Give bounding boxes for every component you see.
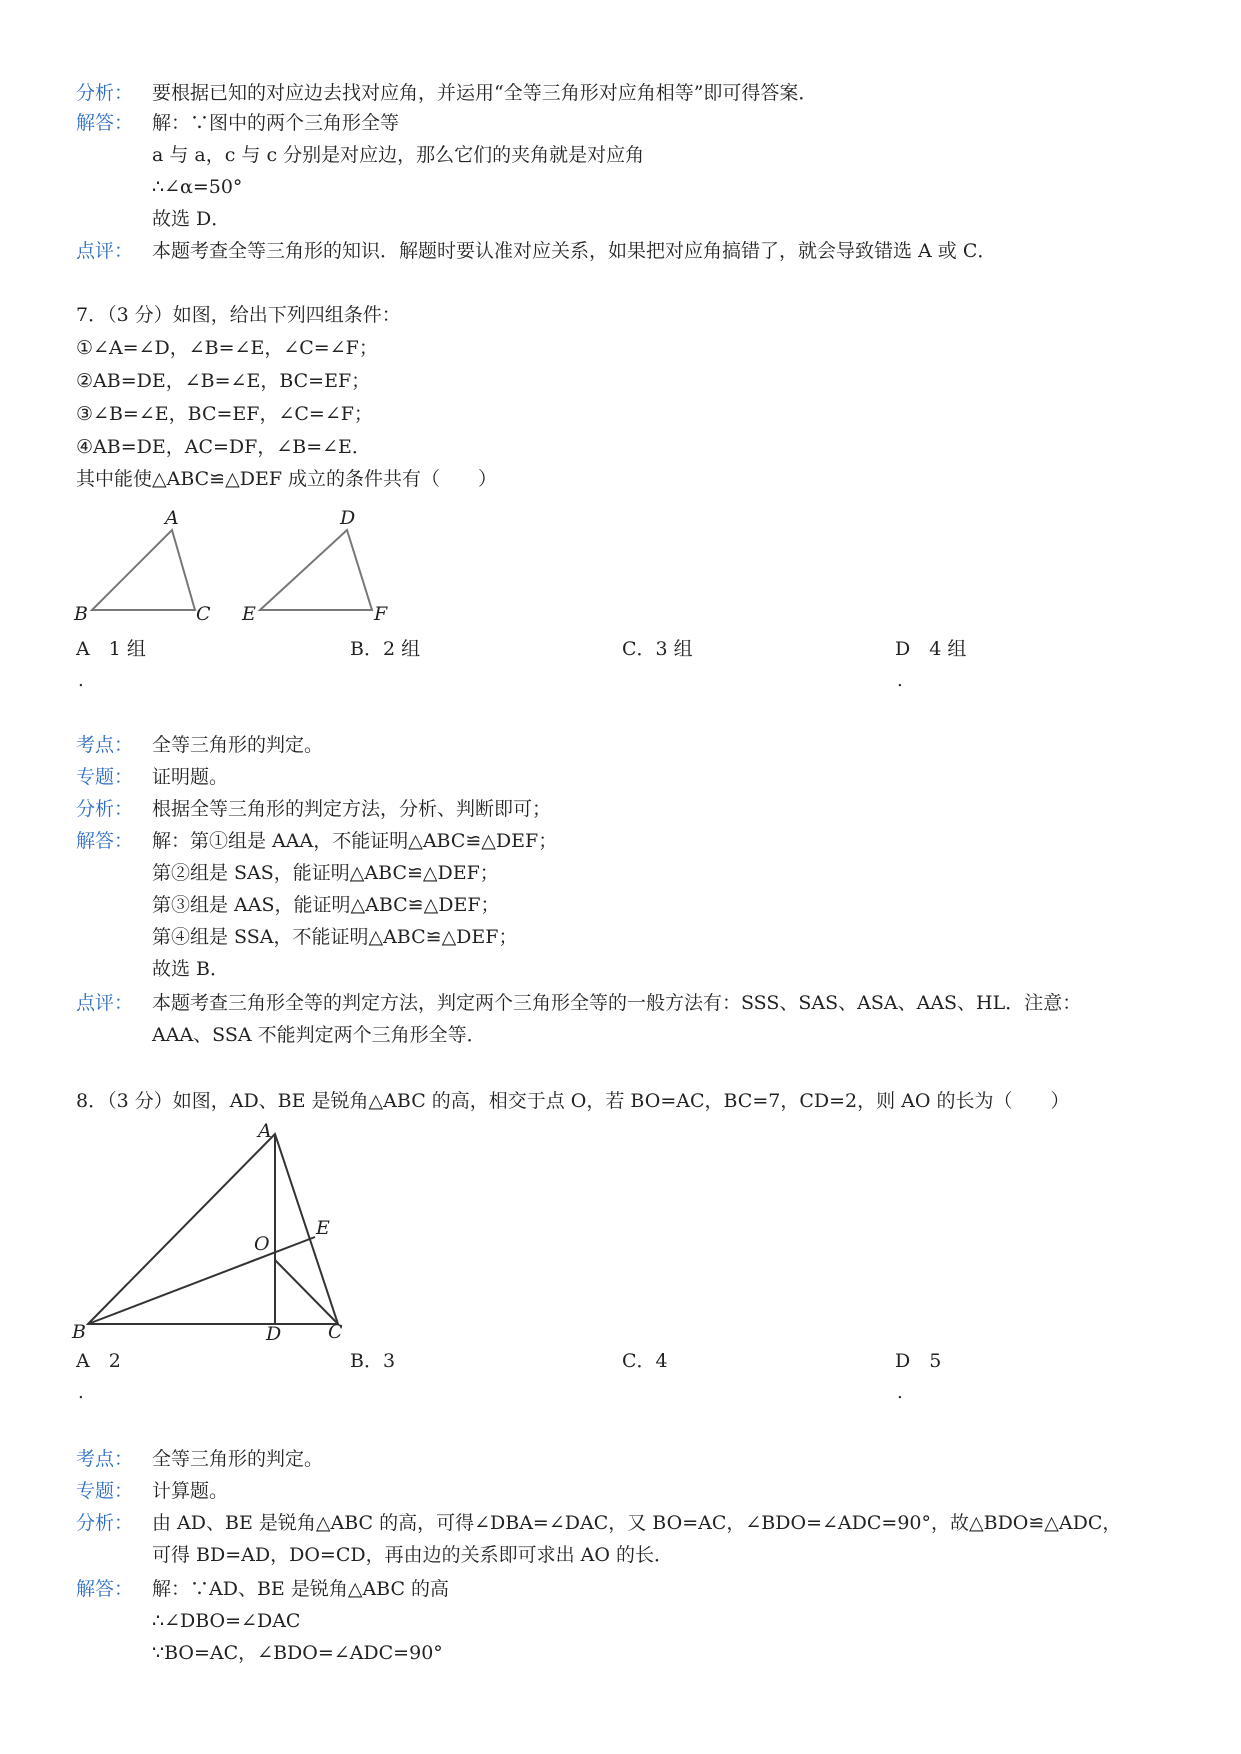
- option-a[interactable]: A 2: [76, 1350, 121, 1372]
- label-f: F: [374, 603, 388, 622]
- q7-options-dot-row: [0, 666, 1241, 696]
- answer-line: 解：第①组是 AAA，不能证明△ABC≌△DEF；: [152, 830, 558, 852]
- label-d: D: [266, 1323, 282, 1342]
- option-d-dot: .: [897, 1382, 903, 1403]
- option-c[interactable]: C．3 组: [622, 638, 693, 660]
- option-d[interactable]: D 5: [895, 1350, 942, 1372]
- zhuanti-text: 证明题。: [152, 766, 229, 788]
- label-c: C: [196, 603, 211, 622]
- q8-options-dot-row: [0, 1378, 1241, 1408]
- option-a-dot: .: [78, 1382, 84, 1403]
- answer-line: 第④组是 SSA，不能证明△ABC≌△DEF；: [152, 926, 518, 948]
- zhuanti-label: 专题：: [76, 766, 134, 788]
- answer-label: 解答：: [76, 112, 134, 134]
- answer-line: 第②组是 SAS，能证明△ABC≌△DEF；: [152, 862, 499, 884]
- label-a: A: [165, 507, 179, 529]
- comment-line: 本题考查三角形全等的判定方法，判定两个三角形全等的一般方法有：SSS、SAS、ASA、AAS、HL．注意：: [152, 992, 1082, 1014]
- kaodian-label: 考点：: [76, 734, 134, 756]
- comment-label: 点评：: [76, 240, 134, 262]
- analysis-line: 由 AD、BE 是锐角△ABC 的高，可得∠DBA=∠DAC，又 BO=AC，∠BDO=∠ADC=90°，故△BDO≌△ADC，: [152, 1512, 1122, 1534]
- q8-figure-triangle: [70, 1122, 370, 1342]
- analysis-label: 分析：: [76, 82, 134, 104]
- analysis-text: 要根据已知的对应边去找对应角，并运用“全等三角形对应角相等”即可得答案．: [152, 82, 818, 104]
- q8-options-row: [0, 1346, 1241, 1376]
- answer-line: ∵BO=AC，∠BDO=∠ADC=90°: [152, 1642, 443, 1664]
- triangle-def: [260, 530, 372, 610]
- q7-figure-triangles: [70, 502, 410, 622]
- triangle-abc-heights: [88, 1134, 338, 1324]
- answer-line: 解：∵AD、BE 是锐角△ABC 的高: [152, 1578, 450, 1600]
- kaodian-text: 全等三角形的判定。: [152, 1448, 324, 1470]
- label-e: E: [242, 603, 256, 622]
- question-text: 其中能使△ABC≌△DEF 成立的条件共有（ ）: [76, 468, 498, 490]
- label-a: A: [258, 1122, 272, 1142]
- answer-line: a 与 a，c 与 c 分别是对应边，那么它们的夹角就是对应角: [152, 144, 645, 166]
- label-c: C: [328, 1321, 343, 1342]
- answer-label: 解答：: [76, 830, 134, 852]
- option-a[interactable]: A 1 组: [76, 638, 146, 660]
- label-o: O: [254, 1233, 270, 1255]
- kaodian-text: 全等三角形的判定。: [152, 734, 324, 756]
- analysis-line: 可得 BD=AD，DO=CD，再由边的关系即可求出 AO 的长．: [152, 1544, 673, 1566]
- answer-line: ∴∠DBO=∠DAC: [152, 1610, 301, 1632]
- label-e: E: [316, 1217, 330, 1239]
- analysis-text: 根据全等三角形的判定方法，分析、判断即可；: [152, 798, 552, 820]
- zhuanti-text: 计算题。: [152, 1480, 229, 1502]
- answer-label: 解答：: [76, 1578, 134, 1600]
- comment-text: 本题考查全等三角形的知识．解题时要认准对应关系，如果把对应角搞错了，就会导致错选 A 或 C．: [152, 240, 997, 262]
- option-b[interactable]: B．2 组: [350, 638, 421, 660]
- option-d-dot: .: [897, 670, 903, 691]
- comment-label: 点评：: [76, 992, 134, 1014]
- q7-options-row: [0, 634, 1241, 664]
- label-b: B: [74, 603, 88, 622]
- answer-line: 第③组是 AAS，能证明△ABC≌△DEF；: [152, 894, 500, 916]
- analysis-label: 分析：: [76, 798, 134, 820]
- question-title: 8．（3 分）如图，AD、BE 是锐角△ABC 的高，相交于点 O，若 BO=AC，BC=7，CD=2，则 AO 的长为（ ）: [76, 1090, 1070, 1112]
- zhuanti-label: 专题：: [76, 1480, 134, 1502]
- answer-line: 解：∵图中的两个三角形全等: [152, 112, 400, 134]
- option-c[interactable]: C．4: [622, 1350, 668, 1372]
- analysis-label: 分析：: [76, 1512, 134, 1534]
- triangle-abc: [92, 530, 195, 610]
- answer-line: 故选 D．: [152, 208, 231, 230]
- option-d[interactable]: D 4 组: [895, 638, 967, 660]
- comment-line: AAA、SSA 不能判定两个三角形全等．: [152, 1024, 486, 1046]
- question-title: 7．（3 分）如图，给出下列四组条件：: [76, 304, 401, 326]
- option-a-dot: .: [78, 670, 84, 691]
- kaodian-label: 考点：: [76, 1448, 134, 1470]
- answer-line: ∴∠α=50°: [152, 176, 243, 198]
- condition-item: ②AB=DE，∠B=∠E，BC=EF；: [76, 370, 371, 392]
- condition-item: ①∠A=∠D，∠B=∠E，∠C=∠F；: [76, 337, 378, 359]
- condition-item: ④AB=DE，AC=DF，∠B=∠E．: [76, 436, 371, 458]
- label-b: B: [72, 1321, 86, 1342]
- label-d: D: [340, 507, 356, 529]
- answer-line: 故选 B．: [152, 958, 230, 980]
- option-b[interactable]: B．3: [350, 1350, 396, 1372]
- condition-item: ③∠B=∠E，BC=EF，∠C=∠F；: [76, 403, 373, 425]
